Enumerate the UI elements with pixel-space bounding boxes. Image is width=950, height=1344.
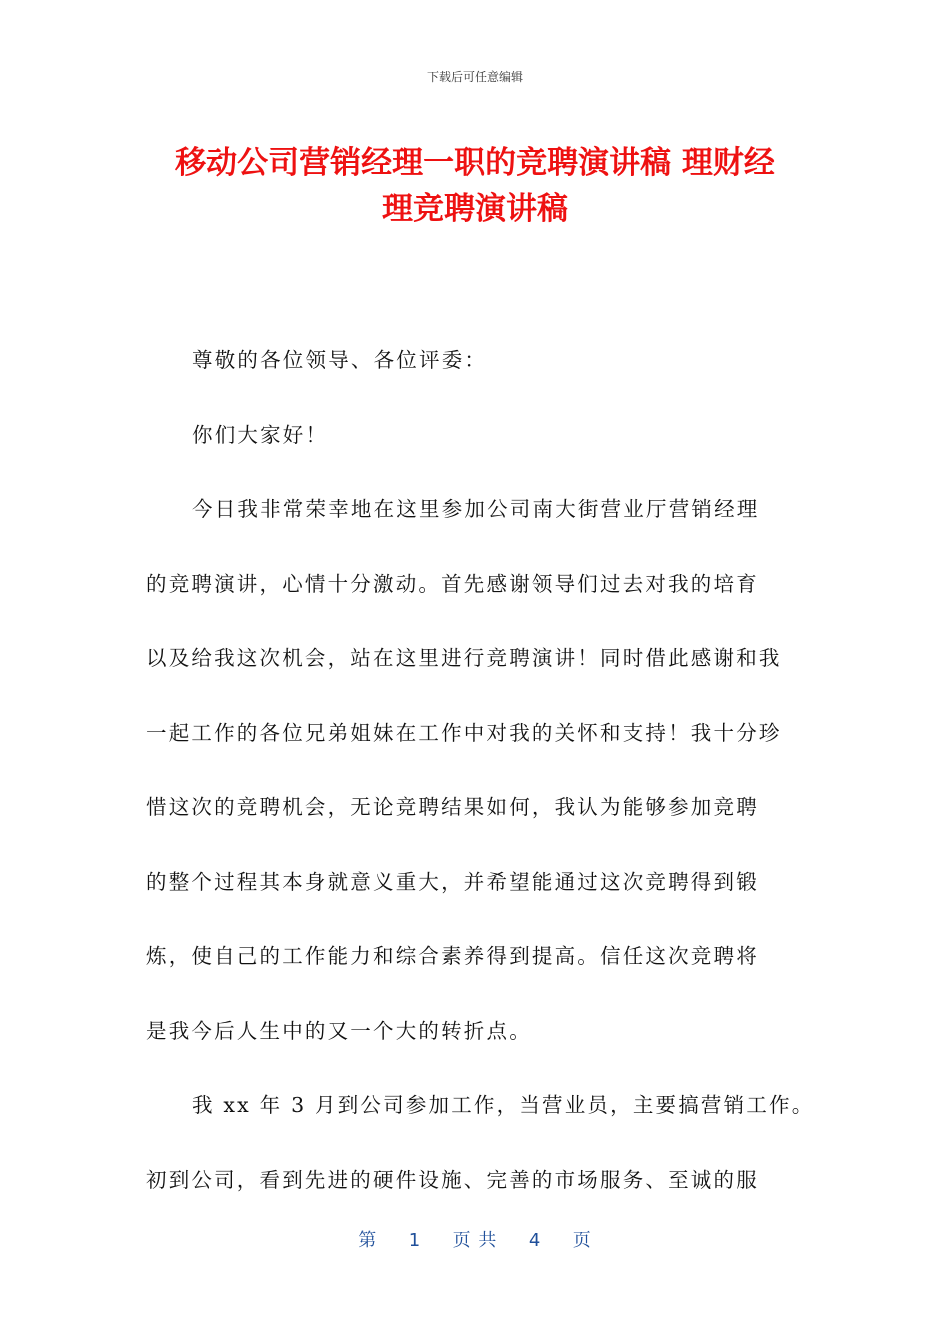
paragraph-line: 惜这次的竞聘机会，无论竞聘结果如何，我认为能够参加竞聘	[146, 795, 759, 819]
paragraph-line: 的竞聘演讲，心情十分激动。首先感谢领导们过去对我的培育	[146, 571, 759, 596]
paragraph-line: 初到公司，看到先进的硬件设施、完善的市场服务、至诚的服	[146, 1167, 759, 1192]
page-footer	[0, 1226, 950, 1252]
paragraph-line: 我 xx 年 3 月到公司参加工作，当营业员，主要搞营销工作。	[192, 1093, 815, 1117]
header-note: 下载后可任意编辑	[426, 70, 523, 84]
paragraph-line: 以及给我这次机会，站在这里进行竞聘演讲！同时借此感谢和我	[146, 646, 782, 670]
title-line-1: 移动公司营销经理一职的竞聘演讲稿 理财经	[175, 145, 775, 181]
footer-label-of: 页 共	[452, 1230, 498, 1251]
paragraph-line: 今日我非常荣幸地在这里参加公司南大街营业厅营销经理	[192, 497, 760, 521]
paragraph-line: 是我今后人生中的又一个大的转折点。	[146, 1018, 532, 1043]
salutation: 尊敬的各位领导、各位评委：	[192, 348, 488, 372]
footer-current-page: 1	[408, 1230, 422, 1251]
document-body	[146, 323, 814, 1217]
document-title	[120, 140, 830, 232]
footer-label-end: 页	[572, 1230, 592, 1251]
footer-label-page: 第	[358, 1230, 378, 1251]
title-line-2: 理竞聘演讲稿	[382, 191, 568, 227]
greeting: 你们大家好！	[192, 422, 329, 447]
paragraph-line: 的整个过程其本身就意义重大，并希望能通过这次竞聘得到锻	[146, 869, 759, 894]
footer-total-pages: 4	[528, 1230, 542, 1251]
paragraph-line: 炼，使自己的工作能力和综合素养得到提高。信任这次竞聘将	[146, 944, 759, 968]
paragraph-line: 一起工作的各位兄弟姐妹在工作中对我的关怀和支持！我十分珍	[146, 720, 782, 745]
